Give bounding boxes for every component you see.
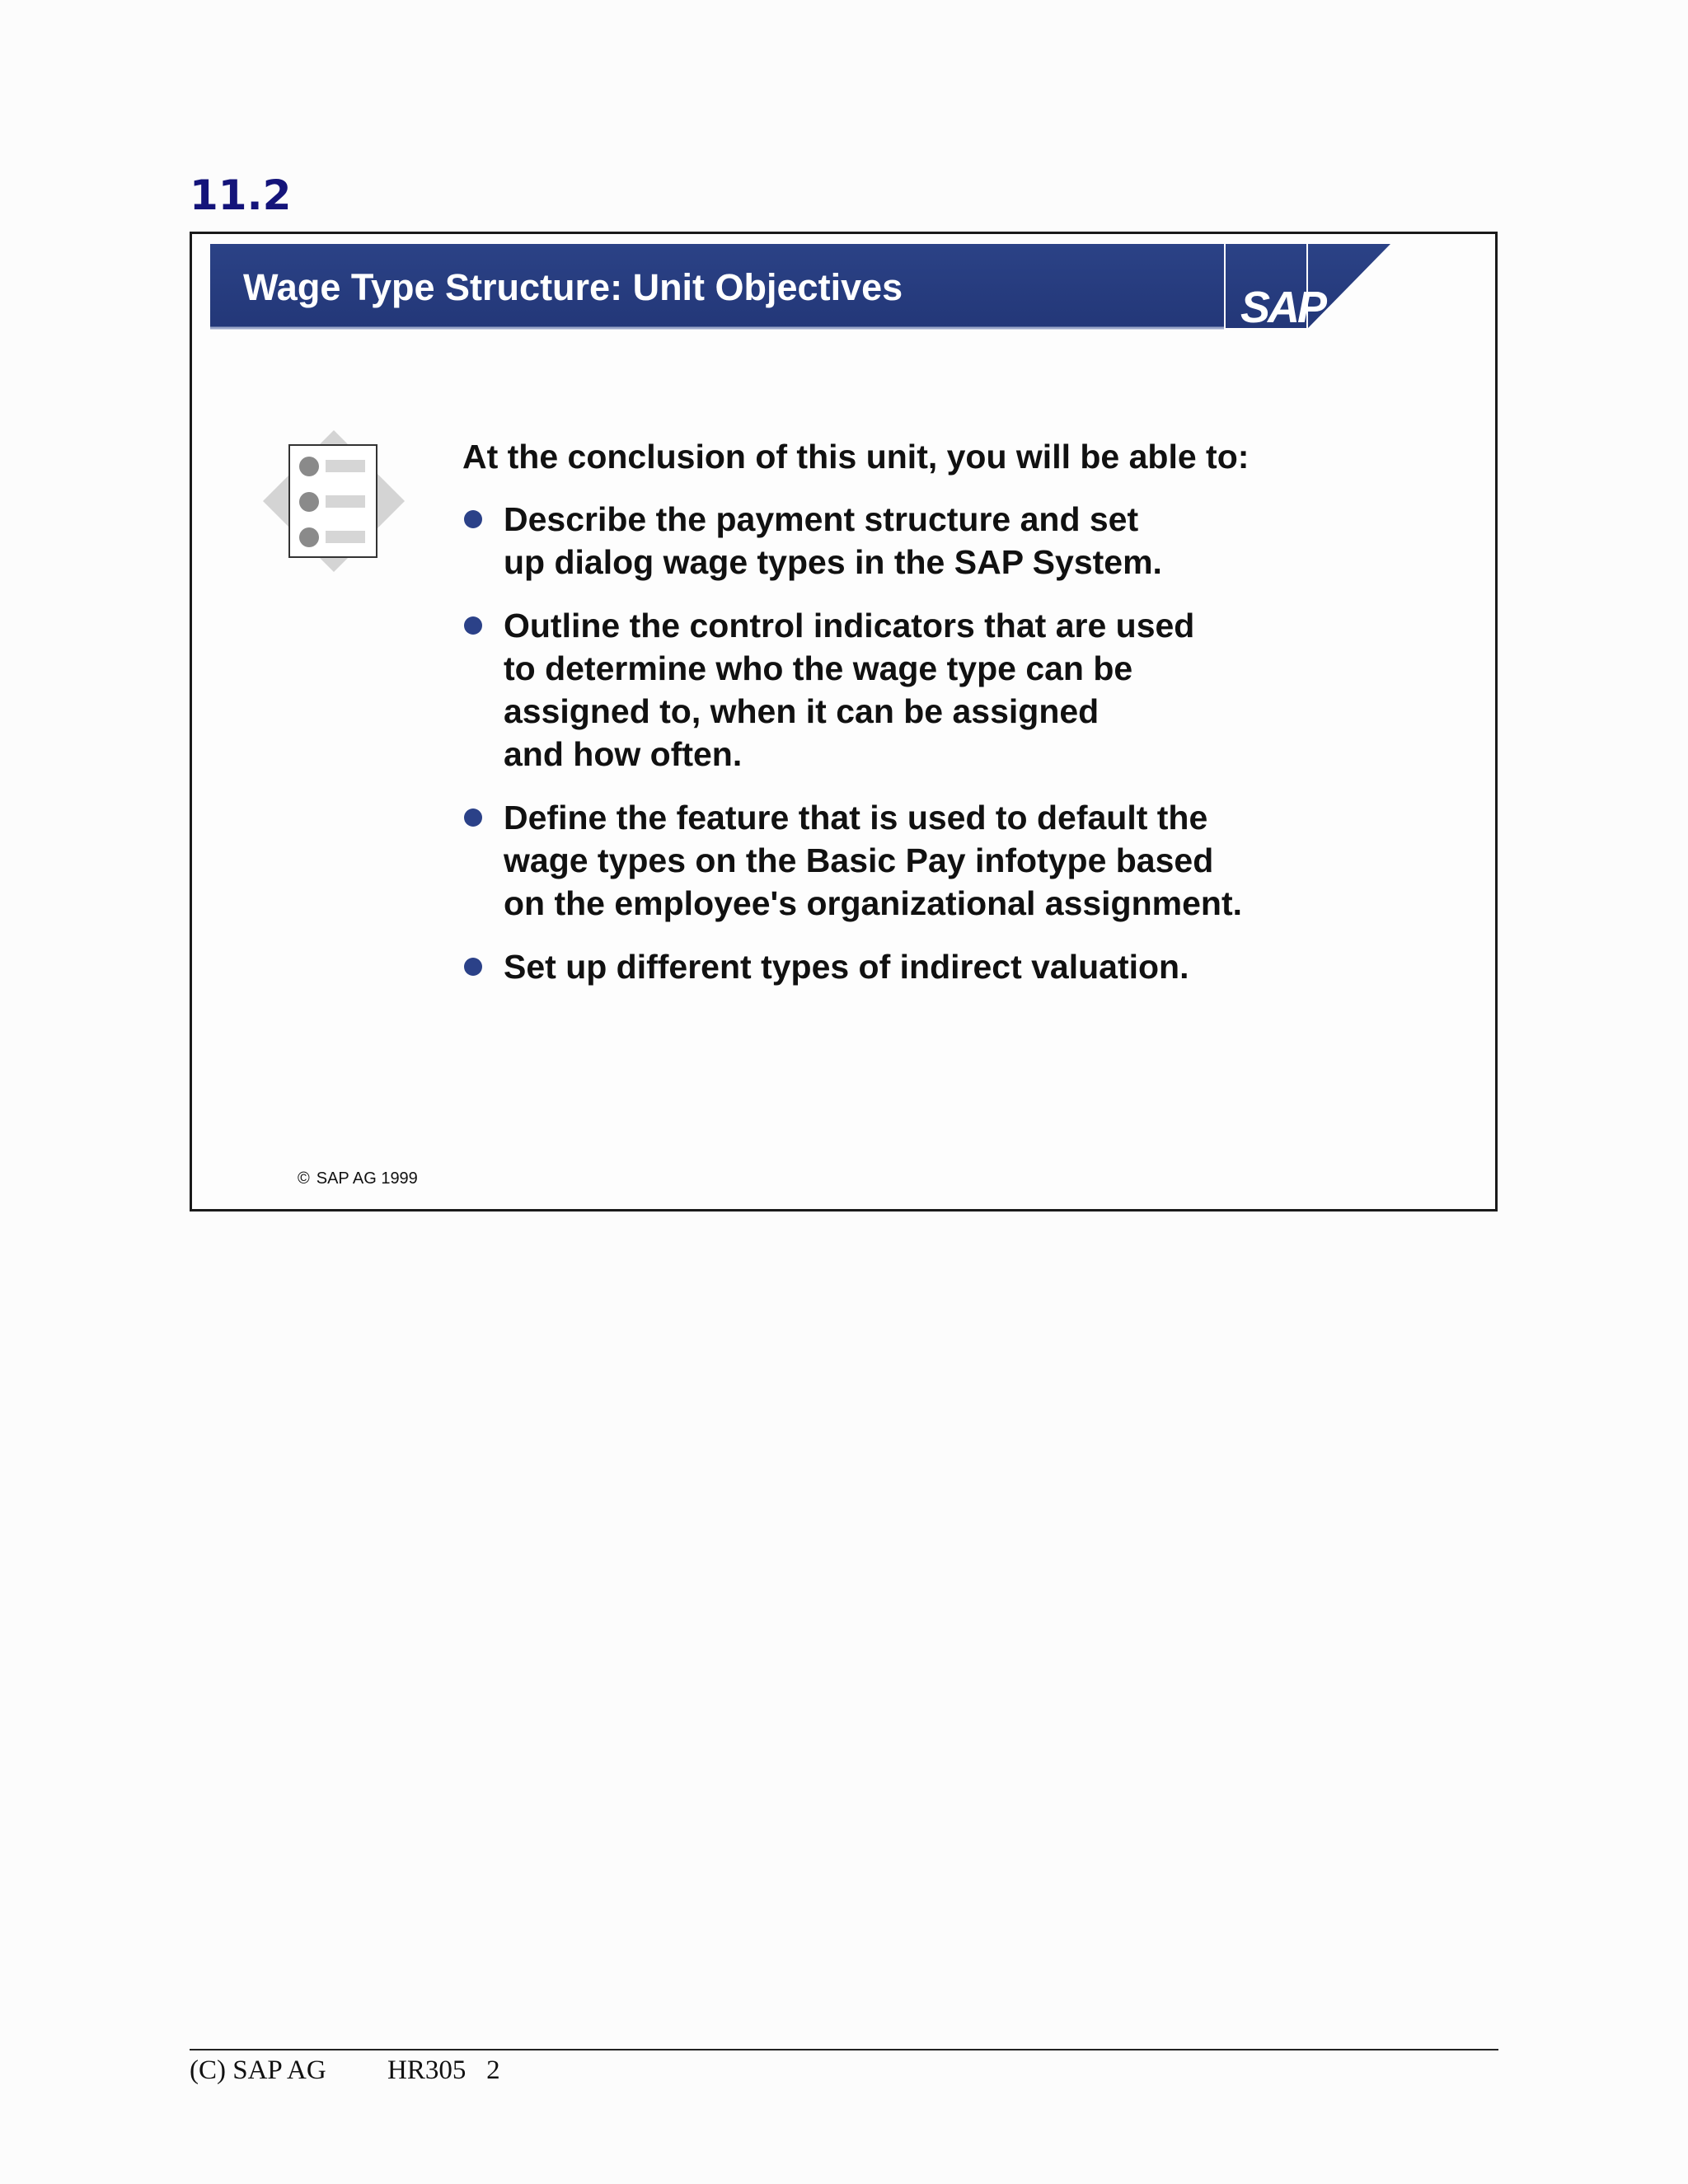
slide-title-bar — [210, 244, 1414, 330]
objective-item — [462, 498, 1369, 583]
objective-text: Describe the payment structure and set up dialog wage types in the SAP System. — [504, 500, 1162, 582]
copyright-text: SAP AG 1999 — [316, 1169, 418, 1188]
page-footer — [190, 2055, 500, 2086]
bullet-icon — [464, 616, 482, 635]
bullet-icon — [464, 808, 482, 827]
slide-copyright — [298, 1169, 418, 1188]
sap-logo: SAP — [1240, 283, 1325, 332]
objective-text: Outline the control indicators that are used to determine who the wage type can be assigned to, when it can be assigned and how often. — [504, 607, 1195, 774]
footer-divider — [190, 2049, 1498, 2050]
objectives-list-icon — [263, 430, 405, 576]
slide — [190, 232, 1498, 1212]
slide-title: Wage Type Structure: Unit Objectives — [243, 266, 903, 308]
objective-item — [462, 945, 1369, 988]
bullet-icon — [464, 958, 482, 976]
objectives-intro: At the conclusion of this unit, you will be able to: — [462, 438, 1250, 476]
bullet-icon — [464, 510, 482, 528]
objective-text: Define the feature that is used to default the wage types on the Basic Pay infotype based on the employee's organizational assignment. — [504, 799, 1242, 923]
copyright-icon: © — [298, 1169, 310, 1188]
objective-item — [462, 796, 1369, 925]
objectives-content — [462, 436, 1369, 1009]
objectives-list — [462, 498, 1369, 988]
footer-page-number: 2 — [486, 2055, 500, 2085]
objective-text: Set up different types of indirect valuation. — [504, 948, 1189, 987]
section-number: 11.2 — [190, 171, 292, 219]
objective-item — [462, 604, 1369, 776]
footer-company: (C) SAP AG — [190, 2055, 326, 2085]
footer-course: HR305 — [387, 2055, 467, 2085]
